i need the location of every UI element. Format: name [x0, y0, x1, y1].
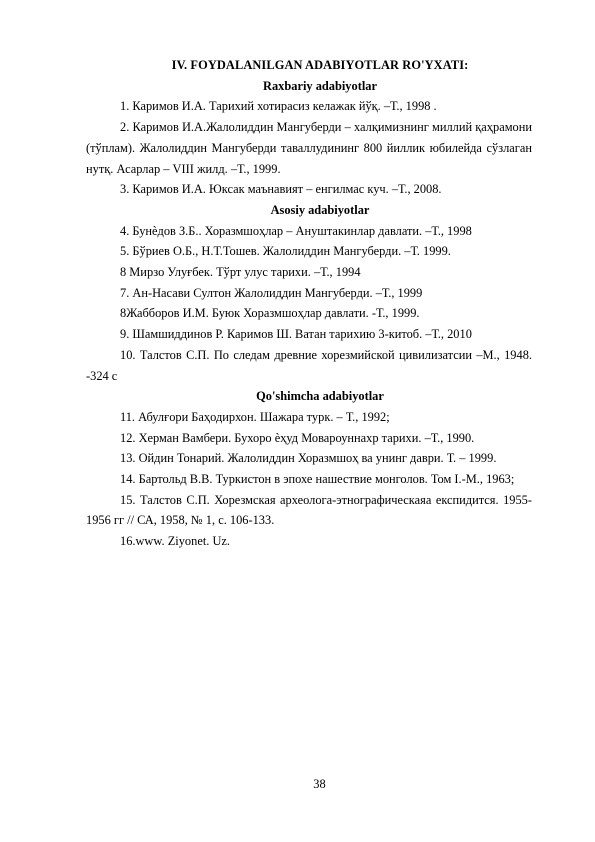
- reference-item: 8 Мирзо Улуғбек. Тўрт улус тарихи. –Т., 1994: [120, 265, 361, 280]
- reference-item: 10. Талстов С.П. По следам древние хорезмийской цивилизатсии –М., 1948. -324 с: [86, 347, 545, 383]
- reference-item: 12. Херман Вамбери. Бухоро ѐҳуд Мовароуннахр тарихи. –Т., 1990.: [120, 430, 475, 445]
- reference-item: 15. Талстов С.П. Хорезмская археолога-этнографическаяа експидится. 1955-1956 гг // СА, 1958, № 1, с. 106-133.: [86, 492, 532, 528]
- reference-item: 14. Бартольд В.В. Туркистон в эпохе нашествие монголов. Том I.-М., 1963;: [120, 472, 515, 487]
- page-number: 38: [313, 777, 326, 791]
- reference-item: 7. Ан-Насави Султон Жалолиддин Мангуберди. –Т., 1999: [120, 285, 423, 300]
- reference-item: 11. Абулғори Баҳодирхон. Шажара турк. – Т., 1992;: [120, 409, 390, 424]
- reference-item: 2. Каримов И.А.Жалолиддин Мангуберди – халқимизнинг миллий қаҳрамони (тўплам). Жалолиддин Мангуберди таваллудининг 800 йиллик юбилейда сўзлаган нутқ. Асарлар – VIII жилд. –Т., 1999.: [86, 120, 532, 176]
- reference-item: 5. Бўриев О.Б., Н.Т.Тошев. Жалолиддин Мангуберди. –Т. 1999.: [120, 244, 451, 259]
- reference-item: 9. Шамшиддинов Р. Каримов Ш. Ватан тарихию 3-китоб. –Т., 2010: [120, 327, 472, 342]
- reference-item: 8Жабборов И.М. Буюк Хоразмшоҳлар давлати. -Т., 1999.: [120, 306, 420, 321]
- reference-item: 3. Каримов И.А. Юксак маънавият – енгилмас куч. –Т., 2008.: [120, 182, 442, 197]
- document-page: [86, 55, 545, 552]
- reference-item: 4. Бунѐдов З.Б.. Хоразмшоҳлар – Ануштакинлар давлати. –Т., 1998: [120, 223, 472, 238]
- section-title-qoshimcha: Qo'shimcha adabiyotlar: [256, 389, 384, 404]
- reference-item: 13. Ойдин Тонарий. Жалолиддин Хоразмшоҳ ва унинг даври. Т. – 1999.: [120, 451, 497, 466]
- page-heading: IV. FOYDALANILGAN ADABIYOTLAR RO'YXATI:: [171, 58, 469, 72]
- reference-item: 16.www. Ziyonet. Uz.: [120, 534, 231, 549]
- section-title-raxbariy: Raxbariy adabiyotlar: [263, 78, 377, 93]
- reference-item: 1. Каримов И.А. Тарихий хотирасиз келажак йўқ. –Т., 1998 .: [120, 99, 437, 114]
- section-title-asosiy: Asosiy adabiyotlar: [270, 202, 370, 217]
